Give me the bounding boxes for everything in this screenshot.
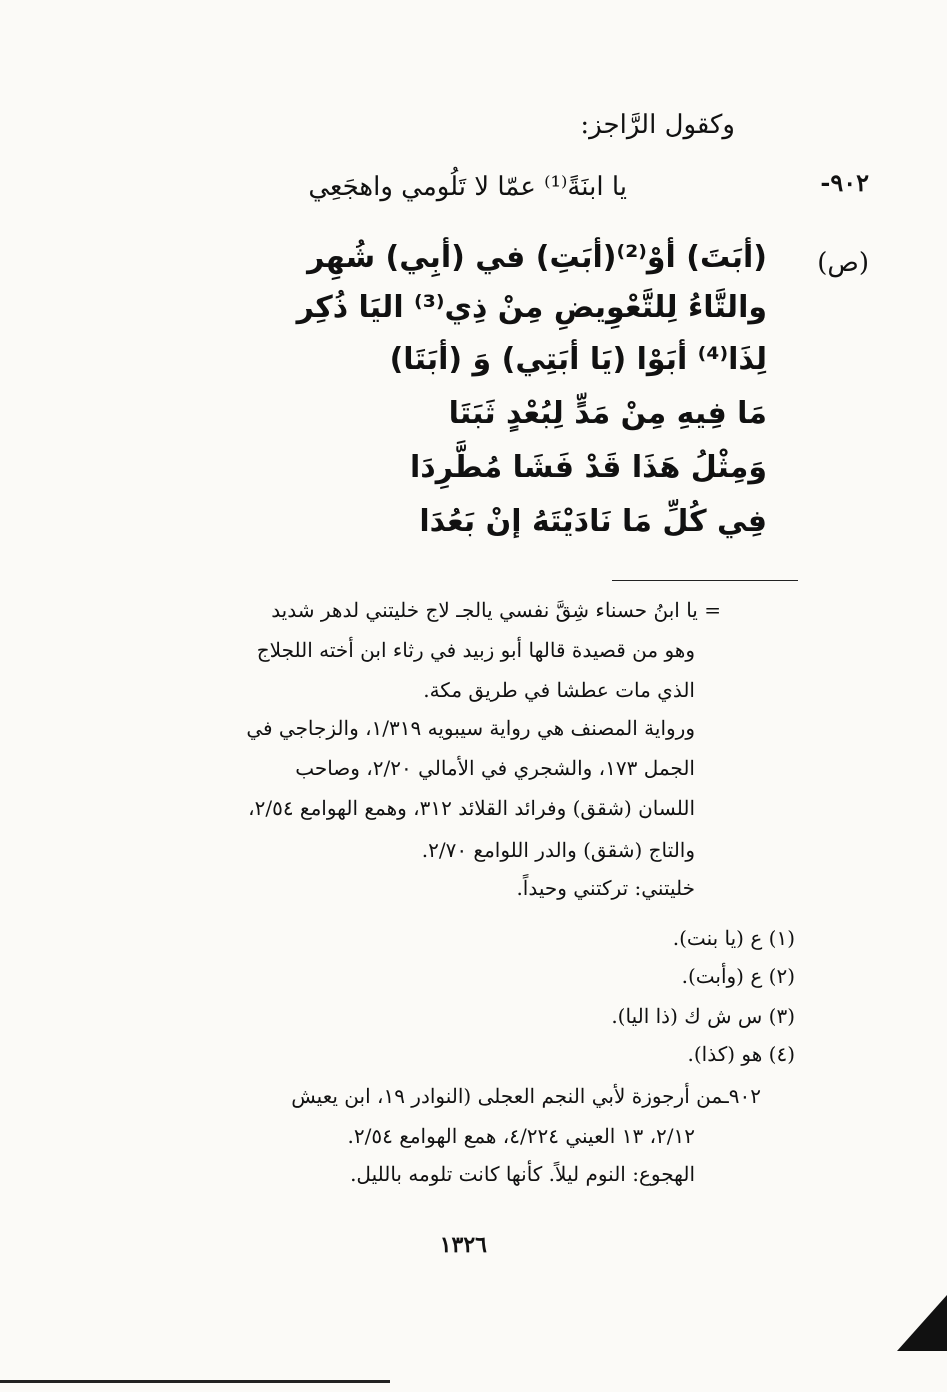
- footnote-line: الذي مات عطشا في طريق مكة.: [423, 678, 695, 702]
- footnote-line: = يا ابنُ حسناء شِقَّ نفسي يالجـ لاج خليتني لدهر شديد: [271, 598, 721, 622]
- page-corner-mark: [897, 1295, 947, 1351]
- verse-line: يا ابنَةً⁽¹⁾ عمّا لا تَلُومي واهجَعِي: [308, 172, 627, 202]
- poem-line: فِي كُلِّ مَا نَادَيْتَهُ إنْ بَعُدَا: [419, 504, 767, 539]
- footnote-line: والتاج (شقق) والدر اللوامع ٢/٧٠.: [421, 838, 695, 862]
- footnote-line: الجمل ١٧٣، والشجري في الأمالي ٢/٢٠، وصاحب: [295, 756, 695, 780]
- footnote-line: خليتني: تركتني وحيداً.: [516, 876, 695, 900]
- numbered-note: (٤) هو (كذا).: [687, 1042, 795, 1066]
- poem-line: وَمِثْلُ هَذَا قَدْ فَشَا مُطَّرِدَا: [410, 450, 767, 485]
- poem-line: والتَّاءُ لِلتَّعْوِيضِ مِنْ ذِي⁽³⁾ اليَا ذُكِر: [296, 290, 767, 325]
- numbered-note: (١) ع (يا بنت).: [672, 926, 795, 950]
- verse-number: -٩٠٢: [820, 168, 869, 197]
- poem-line: مَا فِيهِ مِنْ مَدٍّ لِبُعْدٍ ثَبَتَا: [448, 396, 767, 431]
- footnote-separator: [612, 580, 798, 581]
- source-note: ٩٠٢ـمن أرجوزة لأبي النجم العجلى (النوادر ١٩، ابن يعيش: [291, 1084, 761, 1108]
- footnote-line: وهو من قصيدة قالها أبو زبيد في رثاء ابن أخته اللجلاج: [256, 638, 695, 662]
- footnote-line: ورواية المصنف هي رواية سيبويه ١/٣١٩، والزجاجي في: [246, 716, 695, 740]
- scan-edge-line: [0, 1380, 390, 1383]
- intro-line: وكقول الرَّاجز:: [580, 110, 735, 140]
- numbered-note: (٢) ع (وأبت).: [681, 964, 795, 988]
- numbered-note: (٣) س ش ك (ذا اليا).: [611, 1004, 795, 1028]
- page-number: ١٣٢٦: [439, 1232, 487, 1258]
- sad-marker: (ص): [817, 248, 869, 278]
- source-note: الهجوع: النوم ليلاً. كأنها كانت تلومه بالليل.: [350, 1162, 695, 1186]
- footnote-line: اللسان (شقق) وفرائد القلائد ٣١٢، وهمع الهوامع ٢/٥٤،: [248, 796, 695, 820]
- poem-line: لِذَا⁽⁴⁾ أبَوْا (يَا أبَتِي) وَ (أبَتَا): [389, 342, 767, 377]
- poem-line: (أبَتَ) أوْ⁽²⁾(أبَتِ) في (أبِي) شُهِر: [307, 240, 767, 275]
- source-note: ٢/١٢، ١٣ العيني ٤/٢٢٤، همع الهوامع ٢/٥٤.: [347, 1124, 695, 1148]
